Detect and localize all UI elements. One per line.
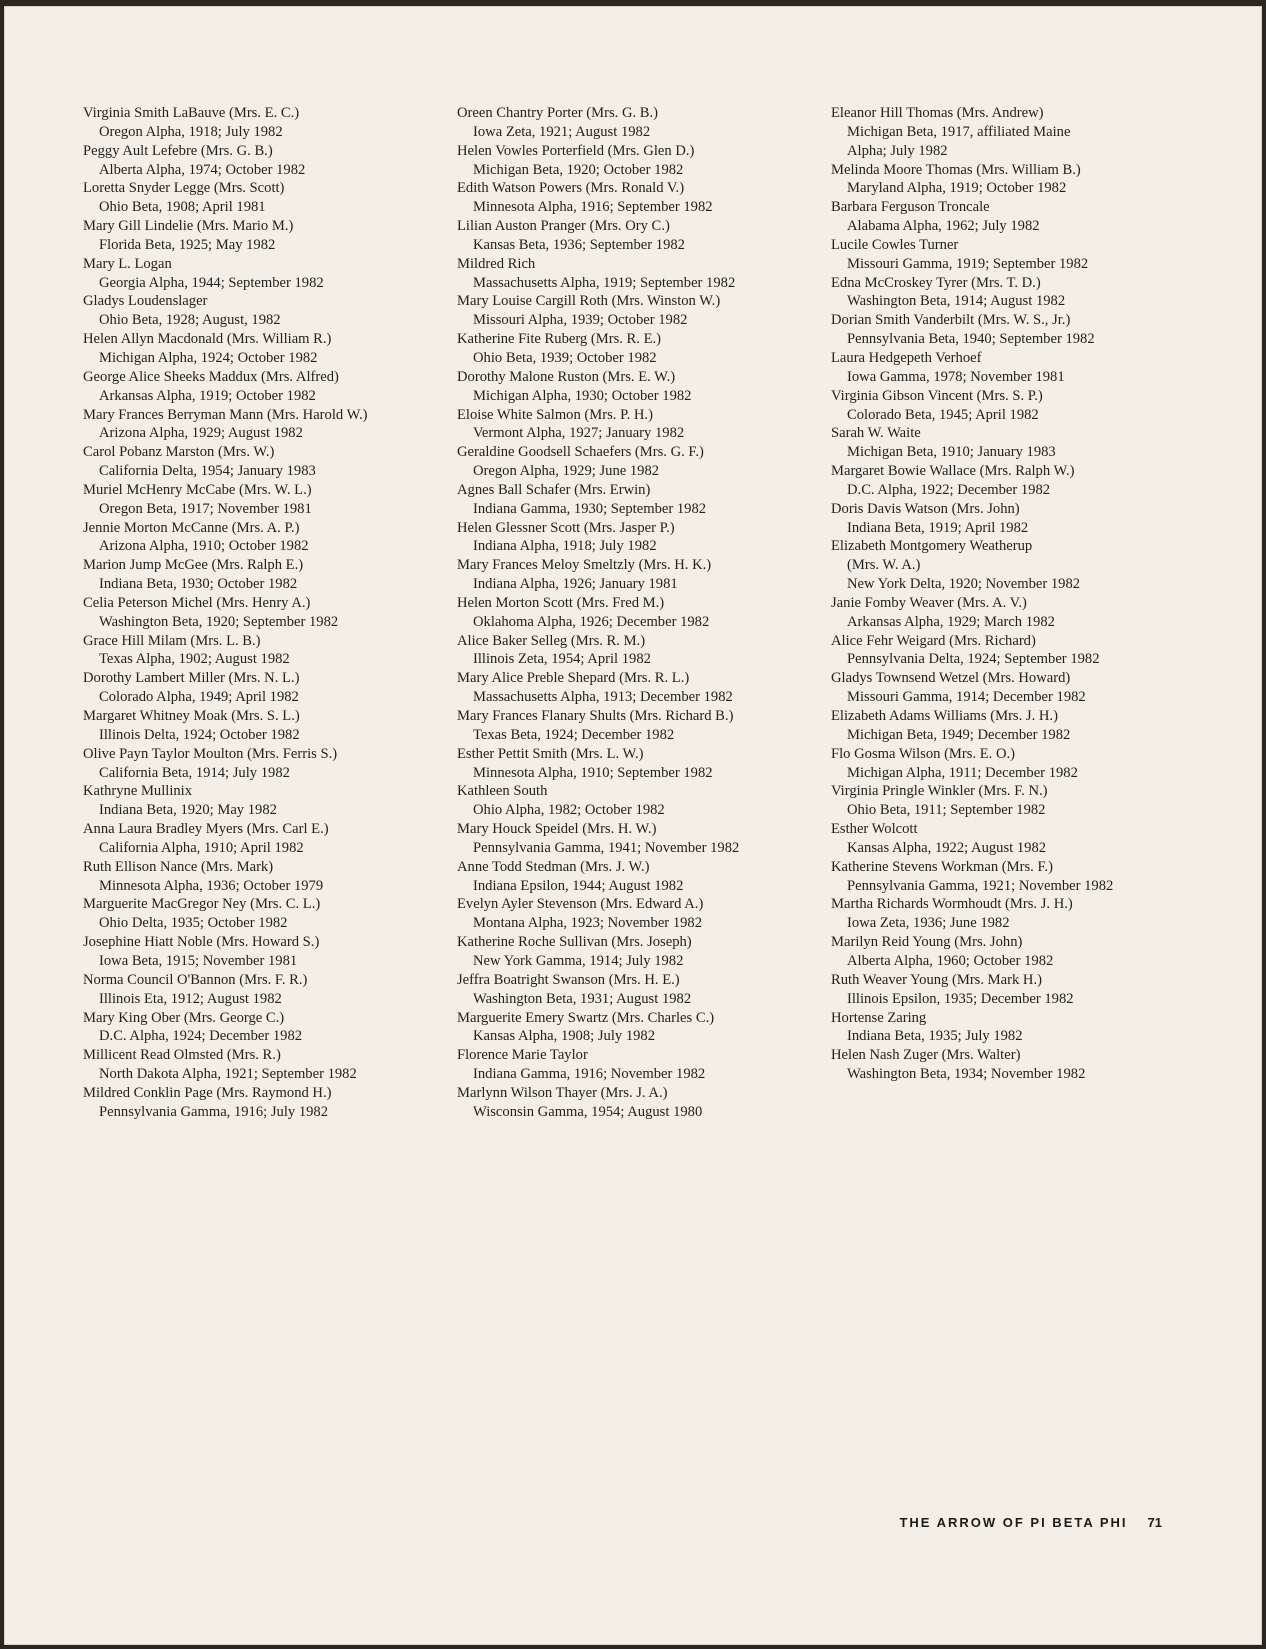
obituary-entry [457, 519, 847, 557]
obituary-entry [457, 933, 847, 971]
obituary-entry [831, 349, 1221, 387]
obituary-column-1 [83, 104, 473, 1122]
obituary-entry [457, 669, 847, 707]
obituary-entry [831, 1046, 1221, 1084]
obituary-entry [831, 745, 1221, 783]
chapter-info: Washington Beta, 1920; September 1982 [99, 613, 339, 630]
chapter-info: Kansas Beta, 1936; September 1982 [473, 236, 685, 253]
obituary-entry [83, 971, 473, 1009]
chapter-info: Alberta Alpha, 1974; October 1982 [99, 161, 306, 178]
chapter-info: Indiana Beta, 1930; October 1982 [99, 576, 298, 593]
obituary-entry [457, 104, 847, 142]
obituary-entry [457, 707, 847, 745]
obituary-entry [457, 481, 847, 519]
obituary-entry [83, 443, 473, 481]
chapter-info: Missouri Gamma, 1919; September 1982 [847, 255, 1089, 272]
obituary-column-2 [457, 104, 847, 1122]
chapter-info: Montana Alpha, 1923; November 1982 [473, 915, 703, 932]
member-name: Helen Morton Scott (Mrs. Fred M.) [457, 594, 665, 611]
member-name: Esther Wolcott [831, 821, 918, 838]
chapter-info: Michigan Beta, 1917, affiliated Maine [847, 123, 1071, 140]
chapter-info: Indiana Epsilon, 1944; August 1982 [473, 877, 684, 894]
obituary-entry [457, 594, 847, 632]
chapter-info: New York Delta, 1920; November 1982 [847, 576, 1081, 593]
obituary-entry [831, 971, 1221, 1009]
obituary-entry [831, 1009, 1221, 1047]
member-name: Laura Hedgepeth Verhoef [831, 349, 982, 366]
member-name: Helen Vowles Porterfield (Mrs. Glen D.) [457, 142, 695, 159]
obituary-entry [457, 556, 847, 594]
chapter-info: Oklahoma Alpha, 1926; December 1982 [473, 613, 710, 630]
member-name: Edith Watson Powers (Mrs. Ronald V.) [457, 180, 685, 197]
chapter-info: Minnesota Alpha, 1916; September 1982 [473, 199, 713, 216]
chapter-info: Ohio Delta, 1935; October 1982 [99, 915, 288, 932]
obituary-entry [83, 217, 473, 255]
obituary-entry [83, 858, 473, 896]
member-name: Elizabeth Montgomery Weatherup [831, 538, 1033, 555]
obituary-entry [457, 1046, 847, 1084]
chapter-info: Pennsylvania Gamma, 1941; November 1982 [473, 839, 740, 856]
member-name: Mary Houck Speidel (Mrs. H. W.) [457, 821, 657, 838]
obituary-entry [831, 895, 1221, 933]
member-name: Ruth Weaver Young (Mrs. Mark H.) [831, 971, 1042, 988]
member-name: Marlynn Wilson Thayer (Mrs. J. A.) [457, 1084, 668, 1101]
member-name: Margaret Whitney Moak (Mrs. S. L.) [83, 708, 300, 724]
chapter-info: Arkansas Alpha, 1919; October 1982 [99, 387, 316, 404]
obituary-entry [457, 255, 847, 293]
obituary-entry [83, 142, 473, 180]
chapter-info: Michigan Alpha, 1930; October 1982 [473, 387, 692, 404]
chapter-info: New York Gamma, 1914; July 1982 [473, 952, 684, 969]
member-name: Katherine Stevens Workman (Mrs. F.) [831, 858, 1053, 875]
member-name: Flo Gosma Wilson (Mrs. E. O.) [831, 745, 1015, 762]
obituary-column-3 [831, 104, 1221, 1084]
chapter-info: Michigan Beta, 1910; January 1983 [847, 444, 1056, 461]
member-name: Grace Hill Milam (Mrs. L. B.) [83, 632, 261, 649]
member-name: Katherine Roche Sullivan (Mrs. Joseph) [457, 934, 692, 951]
chapter-info: California Delta, 1954; January 1983 [99, 463, 316, 480]
member-name: Virginia Smith LaBauve (Mrs. E. C.) [83, 105, 300, 121]
obituary-entry [831, 820, 1221, 858]
chapter-info: Iowa Beta, 1915; November 1981 [99, 952, 298, 969]
obituary-entry [457, 971, 847, 1009]
chapter-info: Colorado Beta, 1945; April 1982 [847, 406, 1039, 423]
chapter-info: Wisconsin Gamma, 1954; August 1980 [473, 1103, 703, 1120]
chapter-info: Indiana Gamma, 1930; September 1982 [473, 500, 707, 517]
chapter-info: Michigan Alpha, 1924; October 1982 [99, 349, 318, 366]
chapter-info: Kansas Alpha, 1922; August 1982 [847, 839, 1047, 856]
obituary-entry [457, 330, 847, 368]
obituary-entry [457, 782, 847, 820]
chapter-info: Massachusetts Alpha, 1913; December 1982 [473, 689, 733, 706]
obituary-entry [83, 1046, 473, 1084]
chapter-info: Indiana Beta, 1935; July 1982 [847, 1028, 1023, 1045]
chapter-info: Florida Beta, 1925; May 1982 [99, 236, 276, 253]
chapter-info: Illinois Delta, 1924; October 1982 [99, 726, 300, 743]
chapter-info: California Beta, 1914; July 1982 [99, 764, 290, 781]
member-name: Sarah W. Waite [831, 425, 921, 442]
member-name: Olive Payn Taylor Moulton (Mrs. Ferris S.) [83, 745, 338, 762]
obituary-entry [83, 632, 473, 670]
chapter-info: Alpha; July 1982 [847, 142, 948, 159]
obituary-entry [831, 161, 1221, 199]
chapter-info: Indiana Beta, 1920; May 1982 [99, 802, 277, 819]
member-name: Loretta Snyder Legge (Mrs. Scott) [83, 180, 285, 197]
obituary-entry [831, 236, 1221, 274]
obituary-entry [457, 406, 847, 444]
member-name: Alice Baker Selleg (Mrs. R. M.) [457, 632, 646, 649]
obituary-entry [83, 933, 473, 971]
obituary-entry [831, 500, 1221, 538]
chapter-info: Washington Beta, 1931; August 1982 [473, 990, 692, 1007]
obituary-entry [457, 292, 847, 330]
member-name: Margaret Bowie Wallace (Mrs. Ralph W.) [831, 463, 1075, 480]
member-name: Dorian Smith Vanderbilt (Mrs. W. S., Jr.) [831, 312, 1071, 329]
member-name: Mary Gill Lindelie (Mrs. Mario M.) [83, 218, 294, 235]
obituary-entry [83, 782, 473, 820]
member-name: Celia Peterson Michel (Mrs. Henry A.) [83, 594, 311, 611]
member-name: George Alice Sheeks Maddux (Mrs. Alfred) [83, 368, 339, 385]
chapter-info: Iowa Zeta, 1936; June 1982 [847, 915, 1010, 932]
chapter-info: Pennsylvania Delta, 1924; September 1982 [847, 651, 1100, 668]
obituary-entry [83, 481, 473, 519]
member-name: Mary Frances Meloy Smeltzly (Mrs. H. K.) [457, 557, 712, 574]
chapter-info: Colorado Alpha, 1949; April 1982 [99, 689, 299, 706]
chapter-info: D.C. Alpha, 1924; December 1982 [99, 1028, 303, 1045]
obituary-entry [83, 820, 473, 858]
chapter-info: Indiana Beta, 1919; April 1982 [847, 519, 1029, 536]
member-name: Martha Richards Wormhoudt (Mrs. J. H.) [831, 896, 1073, 913]
obituary-entry [83, 669, 473, 707]
member-name: Lilian Auston Pranger (Mrs. Ory C.) [457, 218, 670, 235]
obituary-entry [83, 745, 473, 783]
member-name: Anne Todd Stedman (Mrs. J. W.) [457, 858, 650, 875]
chapter-info: Missouri Alpha, 1939; October 1982 [473, 312, 688, 329]
obituary-entry [457, 820, 847, 858]
obituary-entry [831, 632, 1221, 670]
magazine-page [4, 6, 1262, 1645]
chapter-info: Georgia Alpha, 1944; September 1982 [99, 274, 324, 291]
chapter-info: Indiana Gamma, 1916; November 1982 [473, 1066, 706, 1083]
obituary-entry [831, 858, 1221, 896]
member-name: Oreen Chantry Porter (Mrs. G. B.) [457, 105, 659, 121]
member-name: Ruth Ellison Nance (Mrs. Mark) [83, 858, 274, 875]
obituary-entry [831, 387, 1221, 425]
member-name: Anna Laura Bradley Myers (Mrs. Carl E.) [83, 821, 329, 838]
publication-title: THE ARROW OF PI BETA PHI [899, 1515, 1128, 1530]
obituary-entry [457, 895, 847, 933]
member-name: Mary Frances Berryman Mann (Mrs. Harold W.) [83, 406, 368, 423]
chapter-info: Oregon Beta, 1917; November 1981 [99, 500, 312, 517]
obituary-entry [831, 782, 1221, 820]
member-name: Dorothy Malone Ruston (Mrs. E. W.) [457, 368, 676, 385]
member-name: Melinda Moore Thomas (Mrs. William B.) [831, 161, 1081, 178]
member-name: Virginia Pringle Winkler (Mrs. F. N.) [831, 783, 1048, 800]
member-name: Kathryne Mullinix [83, 783, 193, 800]
obituary-entry [831, 198, 1221, 236]
chapter-info: Oregon Alpha, 1929; June 1982 [473, 463, 660, 480]
member-name: Katherine Fite Ruberg (Mrs. R. E.) [457, 331, 662, 348]
member-name: Marilyn Reid Young (Mrs. John) [831, 934, 1023, 951]
obituary-entry [83, 707, 473, 745]
chapter-info: Kansas Alpha, 1908; July 1982 [473, 1028, 656, 1045]
obituary-entry [831, 274, 1221, 312]
member-name: Eleanor Hill Thomas (Mrs. Andrew) [831, 105, 1044, 121]
chapter-info: Michigan Beta, 1920; October 1982 [473, 161, 684, 178]
obituary-entry [831, 104, 1221, 161]
obituary-entry [457, 1084, 847, 1122]
chapter-info: Alberta Alpha, 1960; October 1982 [847, 952, 1054, 969]
obituary-entry [83, 1009, 473, 1047]
member-name: Eloise White Salmon (Mrs. P. H.) [457, 406, 653, 423]
chapter-info: Indiana Alpha, 1926; January 1981 [473, 576, 678, 593]
chapter-info: Washington Beta, 1914; August 1982 [847, 293, 1066, 310]
obituary-entry [457, 217, 847, 255]
member-name: Esther Pettit Smith (Mrs. L. W.) [457, 745, 644, 762]
member-name: Peggy Ault Lefebre (Mrs. G. B.) [83, 142, 273, 159]
member-name: Evelyn Ayler Stevenson (Mrs. Edward A.) [457, 896, 704, 913]
member-name: Josephine Hiatt Noble (Mrs. Howard S.) [83, 934, 320, 951]
obituary-entry [83, 1084, 473, 1122]
chapter-info: Oregon Alpha, 1918; July 1982 [99, 123, 283, 140]
member-name: Millicent Read Olmsted (Mrs. R.) [83, 1047, 281, 1064]
obituary-entry [457, 443, 847, 481]
chapter-info: Illinois Epsilon, 1935; December 1982 [847, 990, 1074, 1007]
chapter-info: Ohio Alpha, 1982; October 1982 [473, 802, 665, 819]
member-name: Lucile Cowles Turner [831, 236, 959, 253]
member-name: Barbara Ferguson Troncale [831, 199, 990, 216]
chapter-info: Michigan Beta, 1949; December 1982 [847, 726, 1071, 743]
chapter-info: Indiana Alpha, 1918; July 1982 [473, 538, 657, 555]
chapter-info: Texas Beta, 1924; December 1982 [473, 726, 675, 743]
obituary-entry [457, 1009, 847, 1047]
chapter-info: Pennsylvania Gamma, 1916; July 1982 [99, 1103, 329, 1120]
member-name: Jennie Morton McCanne (Mrs. A. P.) [83, 519, 300, 536]
member-name: Mary L. Logan [83, 255, 172, 272]
obituary-entry [83, 292, 473, 330]
obituary-entry [83, 895, 473, 933]
member-name: Doris Davis Watson (Mrs. John) [831, 500, 1020, 517]
member-name: Janie Fomby Weaver (Mrs. A. V.) [831, 594, 1027, 611]
member-name: Marguerite MacGregor Ney (Mrs. C. L.) [83, 896, 321, 913]
obituary-entry [457, 368, 847, 406]
member-name: Mary Frances Flanary Shults (Mrs. Richard B.) [457, 708, 734, 724]
obituary-entry [83, 255, 473, 293]
chapter-info: Ohio Beta, 1939; October 1982 [473, 349, 657, 366]
chapter-info: Pennsylvania Beta, 1940; September 1982 [847, 331, 1095, 348]
chapter-info: Illinois Zeta, 1954; April 1982 [473, 651, 651, 668]
member-name: Kathleen South [457, 783, 548, 800]
chapter-info: Texas Alpha, 1902; August 1982 [99, 651, 290, 668]
chapter-info: Alabama Alpha, 1962; July 1982 [847, 218, 1040, 235]
member-name: Geraldine Goodsell Schaefers (Mrs. G. F.) [457, 444, 704, 461]
obituary-entry [831, 537, 1221, 594]
member-name: Mary Alice Preble Shepard (Mrs. R. L.) [457, 670, 690, 687]
member-name: Dorothy Lambert Miller (Mrs. N. L.) [83, 670, 300, 687]
member-name: Gladys Loudenslager [83, 293, 208, 310]
member-name: Jeffra Boatright Swanson (Mrs. H. E.) [457, 971, 680, 988]
member-name: Mildred Conklin Page (Mrs. Raymond H.) [83, 1084, 332, 1101]
chapter-info: Ohio Beta, 1908; April 1981 [99, 199, 266, 216]
member-name: Helen Glessner Scott (Mrs. Jasper P.) [457, 519, 675, 536]
chapter-info: Ohio Beta, 1911; September 1982 [847, 802, 1046, 819]
member-name: Mildred Rich [457, 255, 536, 272]
chapter-info: Missouri Gamma, 1914; December 1982 [847, 689, 1086, 706]
chapter-info: Illinois Eta, 1912; August 1982 [99, 990, 282, 1007]
member-name: Carol Pobanz Marston (Mrs. W.) [83, 444, 275, 461]
chapter-info: Pennsylvania Gamma, 1921; November 1982 [847, 877, 1114, 894]
chapter-info: Vermont Alpha, 1927; January 1982 [473, 425, 685, 442]
obituary-entry [457, 142, 847, 180]
obituary-entry [457, 179, 847, 217]
member-name: Agnes Ball Schafer (Mrs. Erwin) [457, 481, 651, 498]
chapter-info: Massachusetts Alpha, 1919; September 1982 [473, 274, 736, 291]
obituary-entry [83, 179, 473, 217]
obituary-entry [83, 330, 473, 368]
member-name: Muriel McHenry McCabe (Mrs. W. L.) [83, 481, 312, 498]
chapter-info: Michigan Alpha, 1911; December 1982 [847, 764, 1078, 781]
chapter-info: Minnesota Alpha, 1910; September 1982 [473, 764, 713, 781]
chapter-info: D.C. Alpha, 1922; December 1982 [847, 481, 1051, 498]
member-name: Marguerite Emery Swartz (Mrs. Charles C.) [457, 1009, 715, 1026]
member-name: Elizabeth Adams Williams (Mrs. J. H.) [831, 708, 1058, 724]
member-name: Gladys Townsend Wetzel (Mrs. Howard) [831, 670, 1071, 687]
chapter-info: Arkansas Alpha, 1929; March 1982 [847, 613, 1055, 630]
obituary-entry [831, 933, 1221, 971]
chapter-info: North Dakota Alpha, 1921; September 1982 [99, 1066, 357, 1083]
obituary-entry [83, 594, 473, 632]
obituary-entry [83, 406, 473, 444]
page-footer [899, 1515, 1162, 1530]
obituary-entry [83, 104, 473, 142]
chapter-info: Iowa Gamma, 1978; November 1981 [847, 368, 1065, 385]
obituary-entry [831, 311, 1221, 349]
member-name: Florence Marie Taylor [457, 1047, 588, 1064]
chapter-info: California Alpha, 1910; April 1982 [99, 839, 304, 856]
obituary-entry [831, 594, 1221, 632]
member-name: Edna McCroskey Tyrer (Mrs. T. D.) [831, 274, 1041, 291]
page-number: 71 [1147, 1515, 1162, 1530]
chapter-info: (Mrs. W. A.) [847, 557, 921, 574]
obituary-entry [457, 858, 847, 896]
member-name: Mary King Ober (Mrs. George C.) [83, 1009, 285, 1026]
chapter-info: Iowa Zeta, 1921; August 1982 [473, 123, 651, 140]
chapter-info: Washington Beta, 1934; November 1982 [847, 1066, 1086, 1083]
member-name: Helen Nash Zuger (Mrs. Walter) [831, 1047, 1021, 1064]
chapter-info: Arizona Alpha, 1929; August 1982 [99, 425, 303, 442]
obituary-entry [457, 632, 847, 670]
obituary-entry [831, 424, 1221, 462]
chapter-info: Maryland Alpha, 1919; October 1982 [847, 180, 1067, 197]
member-name: Mary Louise Cargill Roth (Mrs. Winston W.) [457, 293, 721, 310]
chapter-info: Arizona Alpha, 1910; October 1982 [99, 538, 309, 555]
obituary-entry [457, 745, 847, 783]
obituary-entry [831, 669, 1221, 707]
obituary-entry [831, 707, 1221, 745]
obituary-entry [83, 519, 473, 557]
obituary-entry [83, 556, 473, 594]
obituary-entry [83, 368, 473, 406]
member-name: Virginia Gibson Vincent (Mrs. S. P.) [831, 387, 1043, 404]
member-name: Marion Jump McGee (Mrs. Ralph E.) [83, 557, 304, 574]
obituary-entry [831, 462, 1221, 500]
chapter-info: Minnesota Alpha, 1936; October 1979 [99, 877, 324, 894]
member-name: Alice Fehr Weigard (Mrs. Richard) [831, 632, 1036, 649]
member-name: Norma Council O'Bannon (Mrs. F. R.) [83, 971, 308, 988]
chapter-info: Ohio Beta, 1928; August, 1982 [99, 312, 281, 329]
member-name: Helen Allyn Macdonald (Mrs. William R.) [83, 331, 332, 348]
member-name: Hortense Zaring [831, 1009, 927, 1026]
